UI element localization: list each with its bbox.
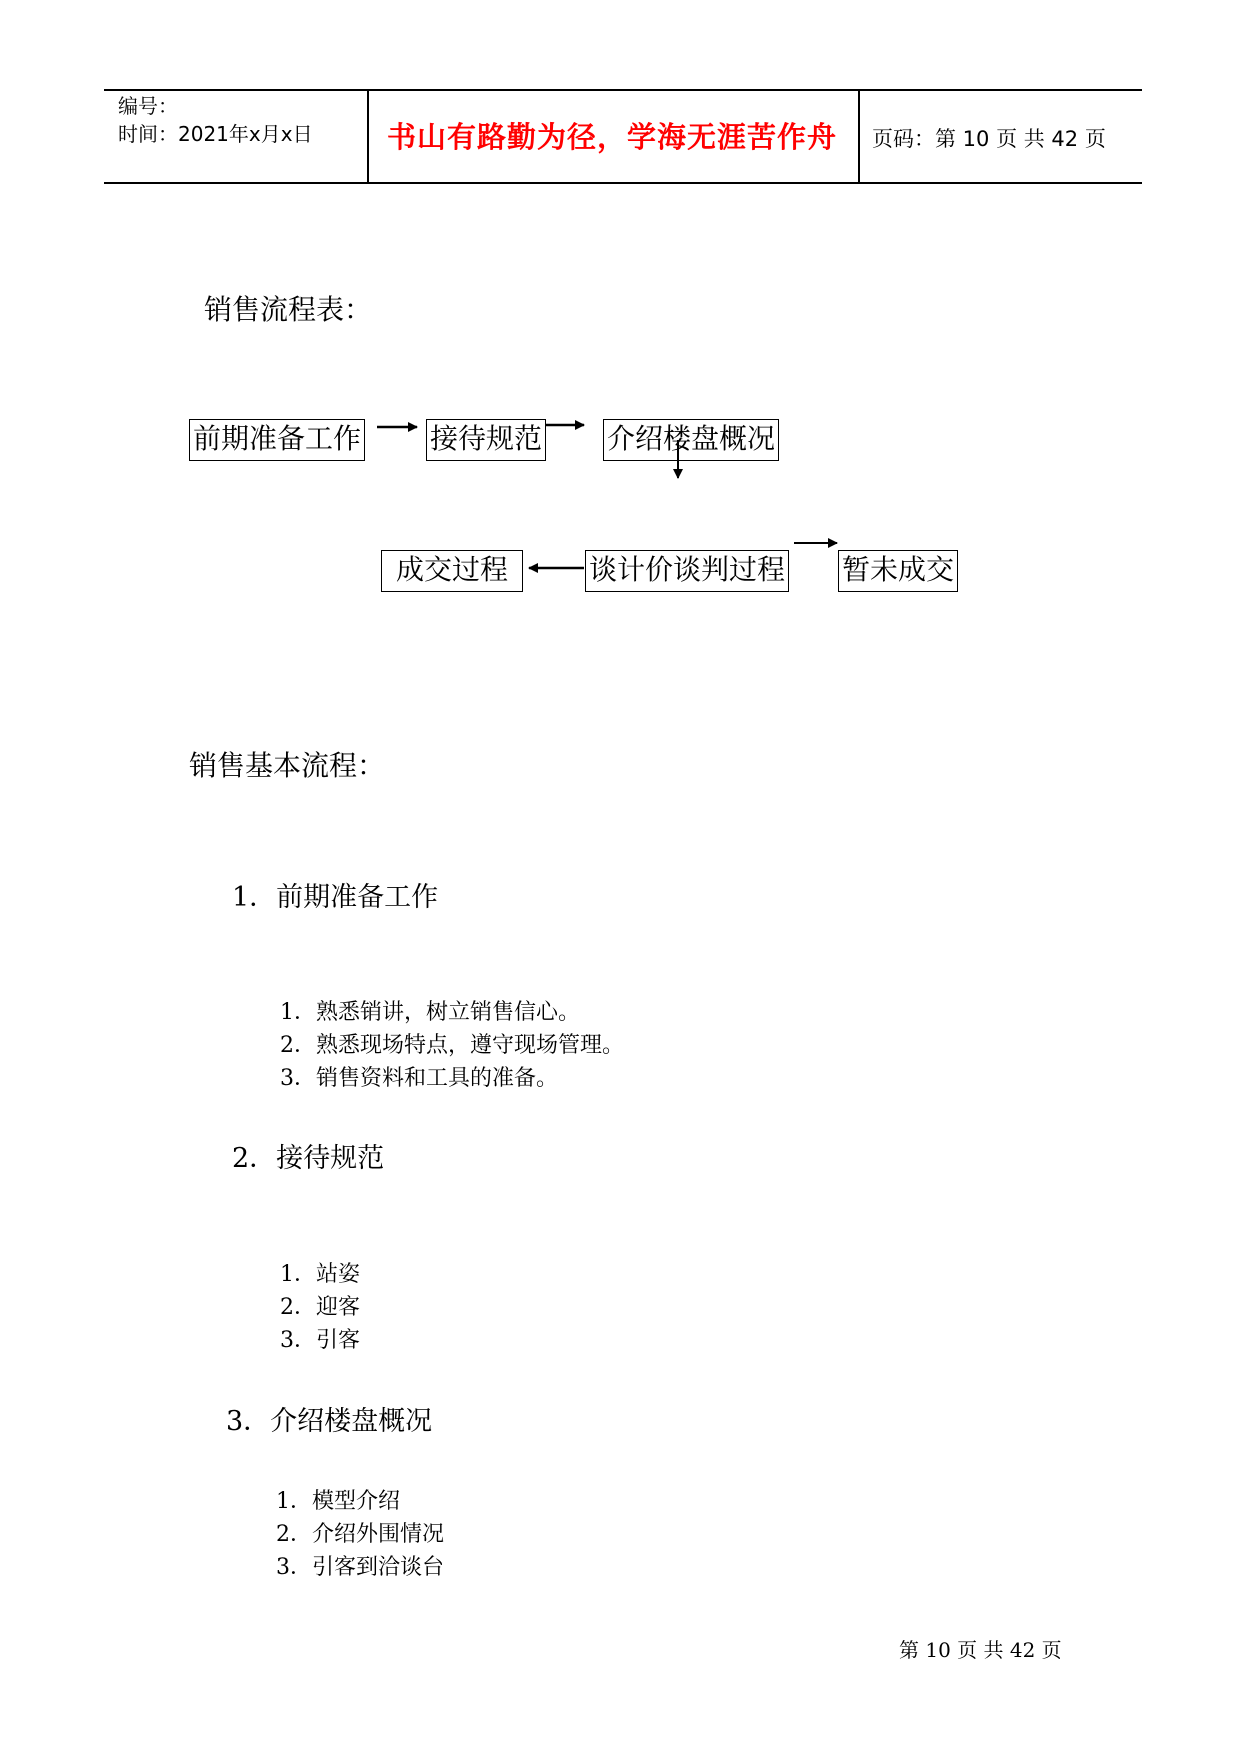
flow-title: 销售流程表： [204,293,373,326]
flow-node-negotiation: 谈计价谈判过程 [585,550,789,592]
flow-node-preparation: 前期准备工作 [189,419,365,461]
list-item: 3．引客 [280,1328,360,1353]
basic-flow-title: 销售基本流程： [189,749,386,782]
section-heading: 1．前期准备工作 [232,882,439,913]
flowchart-arrows [0,0,1241,700]
flow-node-not-closed: 暂未成交 [838,550,958,592]
flow-node-reception: 接待规范 [426,419,546,461]
list-item: 1．站姿 [280,1262,360,1287]
serial-label: 编号： [118,94,178,118]
flow-node-property-intro: 介绍楼盘概况 [603,419,779,461]
header-page-info: 页码：第 10 页 共 42 页 [872,127,1106,151]
time-label: 时间：2021年x月x日 [118,122,313,146]
list-item: 3．销售资料和工具的准备。 [280,1066,558,1091]
list-item: 2．介绍外围情况 [276,1522,444,1547]
page-footer: 第 10 页 共 42 页 [899,1638,1062,1662]
flow-node-deal-closed: 成交过程 [381,550,523,592]
list-item: 3．引客到洽谈台 [276,1555,444,1580]
section-heading: 3．介绍楼盘概况 [226,1406,433,1437]
section-heading: 2．接待规范 [232,1143,385,1174]
list-item: 1．模型介绍 [276,1489,400,1514]
list-item: 2．迎客 [280,1295,360,1320]
list-item: 2．熟悉现场特点，遵守现场管理。 [280,1033,624,1058]
header-motto: 书山有路勤为径，学海无涯苦作舟 [386,120,837,154]
list-item: 1．熟悉销讲，树立销售信心。 [280,1000,580,1025]
